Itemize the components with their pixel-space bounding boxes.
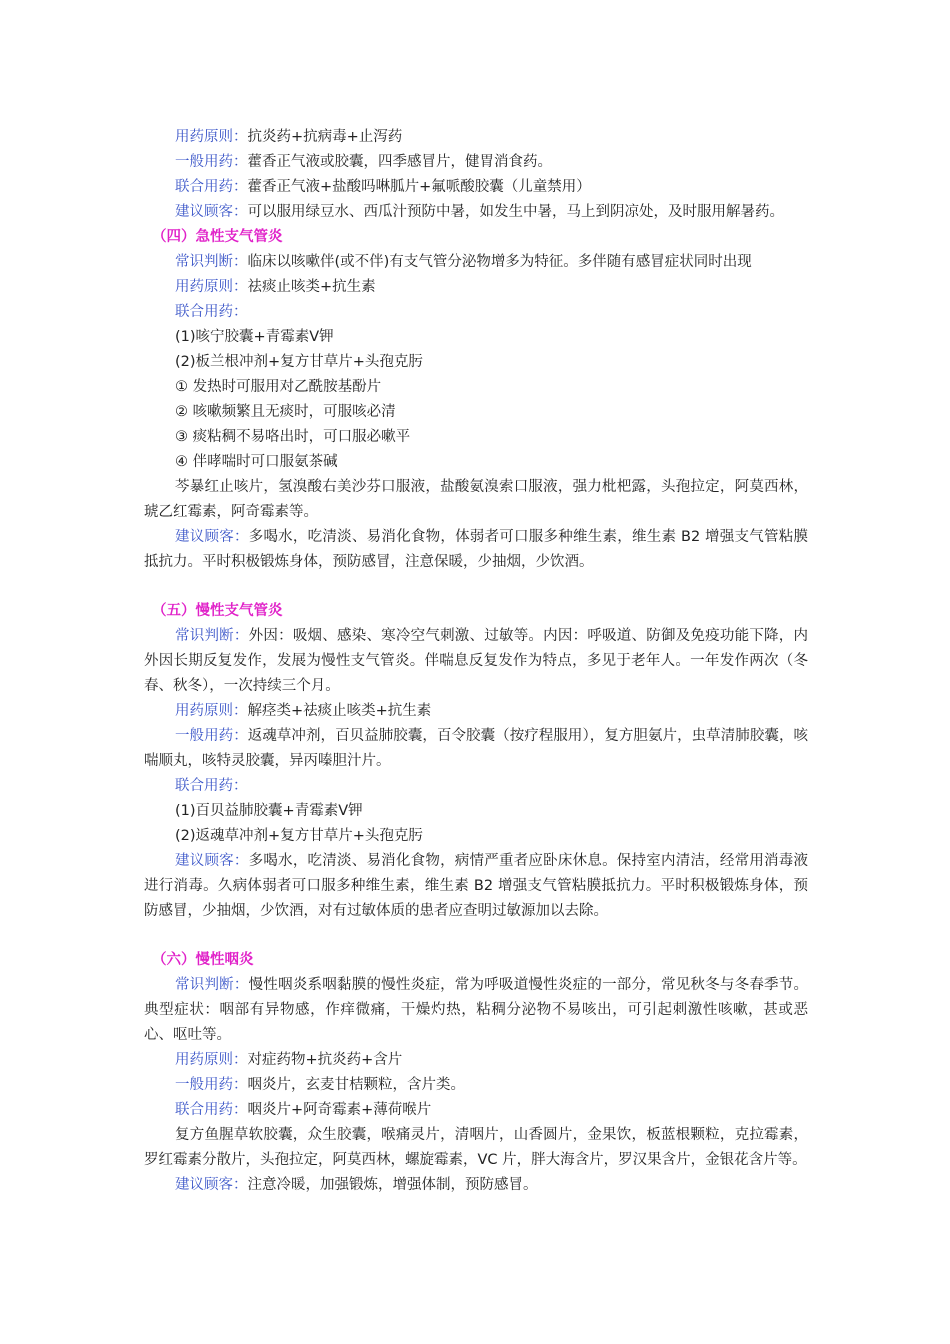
label: 建议顾客： xyxy=(175,204,248,220)
s6-judgment xyxy=(144,973,808,1048)
label: 一般用药： xyxy=(175,1077,248,1093)
label: 联合用药： xyxy=(175,179,248,195)
s6-combined xyxy=(144,1098,808,1123)
s5-item-1: (1)百贝益肺胶囊+青霉素Ⅴ钾 xyxy=(175,803,363,819)
text: 咽炎片，玄麦甘桔颗粒，含片类。 xyxy=(247,1077,465,1093)
s4-item-1: (1)咳宁胶囊+青霉素Ⅴ钾 xyxy=(175,329,334,345)
text: 外因：吸烟、感染、寒冷空气刺激、过敏等。内因：呼吸道、防御及免疫功能下降，内外因长期反复发作，发展为慢性支气管炎。伴喘息反复发作为特点，多见于老年人。一年发作两次（冬春、秋冬），一次持续三个月。 xyxy=(144,628,809,694)
s4-item-3: ① 发热时可服用对乙酰胺基酚片 xyxy=(175,379,382,395)
label: 联合用药： xyxy=(175,304,248,320)
s3-combined xyxy=(144,175,808,200)
s4-principle xyxy=(144,275,808,300)
label: 用药原则： xyxy=(175,279,248,295)
text: 临床以咳嗽伴(或不伴)有支气管分泌物增多为特征。多伴随有感冒症状同时出现 xyxy=(247,254,752,270)
s5-item-2: (2)返魂草冲剂+复方甘草片+头孢克肟 xyxy=(175,828,423,844)
s4-item-4: ② 咳嗽频繁且无痰时，可服咳必清 xyxy=(175,404,396,420)
text: 咽炎片+阿奇霉素+薄荷喉片 xyxy=(247,1102,432,1118)
label: 用药原则： xyxy=(175,129,248,145)
s4-heading: （四）急性支气管炎 xyxy=(152,229,283,245)
spacer xyxy=(144,924,808,948)
text: 慢性咽炎系咽黏膜的慢性炎症，常为呼吸道慢性炎症的一部分，常见秋冬与冬春季节。典型症状：咽部有异物感，作痒微痛，干燥灼热，粘稠分泌物不易咳出，可引起刺激性咳嗽，甚或恶心、呕吐等。 xyxy=(144,977,809,1043)
text: 藿香正气液或胶囊，四季感冒片，健胃消食药。 xyxy=(247,154,552,170)
text: 抗炎药+抗病毒+止泻药 xyxy=(247,129,403,145)
label: 建议顾客： xyxy=(175,529,249,545)
label: 常识判断： xyxy=(175,254,248,270)
s3-principle xyxy=(144,125,808,150)
s5-general xyxy=(144,724,808,774)
label: 一般用药： xyxy=(175,728,248,744)
s3-general xyxy=(144,150,808,175)
label: 一般用药： xyxy=(175,154,248,170)
s3-advice xyxy=(144,200,808,225)
s5-principle xyxy=(144,699,808,724)
s6-advice xyxy=(144,1173,808,1198)
s4-advice xyxy=(144,525,808,575)
s6-heading: （六）慢性咽炎 xyxy=(152,952,254,968)
text: 解痉类+祛痰止咳类+抗生素 xyxy=(247,703,432,719)
s4-drugs: 芩暴红止咳片，氢溴酸右美沙芬口服液，盐酸氨溴索口服液，强力枇杷露，头孢拉定，阿莫西林，琥乙红霉素，阿奇霉素等。 xyxy=(144,479,808,520)
spacer xyxy=(144,575,808,599)
text: 返魂草冲剂，百贝益肺胶囊，百令胶囊（按疗程服用），复方胆氨片，虫草清肺胶囊，咳喘顺丸，咳特灵胶囊，异丙嗪胆汁片。 xyxy=(144,728,809,769)
s6-drugs: 复方鱼腥草软胶囊，众生胶囊，喉痛灵片，清咽片，山香圆片，金果饮，板蓝根颗粒，克拉霉素，罗红霉素分散片，头孢拉定，阿莫西林，螺旋霉素，VC 片，胖大海含片，罗汉果含片，金银花含片等。 xyxy=(144,1127,808,1168)
s5-heading: （五）慢性支气管炎 xyxy=(152,603,283,619)
s4-item-2: (2)板兰根冲剂+复方甘草片+头孢克肟 xyxy=(175,354,423,370)
s4-judgment xyxy=(144,250,808,275)
s6-principle xyxy=(144,1048,808,1073)
text: 对症药物+抗炎药+含片 xyxy=(247,1052,403,1068)
document-content xyxy=(144,125,808,1198)
label: 用药原则： xyxy=(175,703,248,719)
s4-combined xyxy=(144,300,808,325)
s5-judgment xyxy=(144,624,808,699)
s5-advice xyxy=(144,849,808,924)
s5-combined xyxy=(144,774,808,799)
label: 用药原则： xyxy=(175,1052,248,1068)
label: 联合用药： xyxy=(175,1102,248,1118)
label: 常识判断： xyxy=(175,628,249,644)
s6-general xyxy=(144,1073,808,1098)
label: 建议顾客： xyxy=(175,853,249,869)
s4-item-5: ③ 痰粘稠不易咯出时，可口服必嗽平 xyxy=(175,429,411,445)
text: 藿香正气液+盐酸吗啉胍片+氟哌酸胶囊（儿童禁用） xyxy=(247,179,591,195)
s4-item-6: ④ 伴哮喘时可口服氨茶碱 xyxy=(175,454,338,470)
text: 可以服用绿豆水、西瓜汁预防中暑，如发生中暑，马上到阴凉处，及时服用解暑药。 xyxy=(247,204,784,220)
label: 常识判断： xyxy=(175,977,249,993)
label: 建议顾客： xyxy=(175,1177,248,1193)
label: 联合用药： xyxy=(175,778,248,794)
text: 多喝水，吃清淡、易消化食物，体弱者可口服多种维生素，维生素 B2 增强支气管粘膜抵抗力。平时积极锻炼身体，预防感冒，注意保暖，少抽烟，少饮酒。 xyxy=(144,529,808,570)
text: 注意冷暖，加强锻炼，增强体制，预防感冒。 xyxy=(247,1177,538,1193)
text: 祛痰止咳类+抗生素 xyxy=(247,279,376,295)
text: 多喝水，吃清淡、易消化食物，病情严重者应卧床休息。保持室内清洁，经常用消毒液进行消毒。久病体弱者可口服多种维生素，维生素 B2 增强支气管粘膜抵抗力。平时积极锻炼身体，预防感冒，少抽烟，少饮酒，对有过敏体质的患者应查明过敏源加以去除。 xyxy=(144,853,809,919)
